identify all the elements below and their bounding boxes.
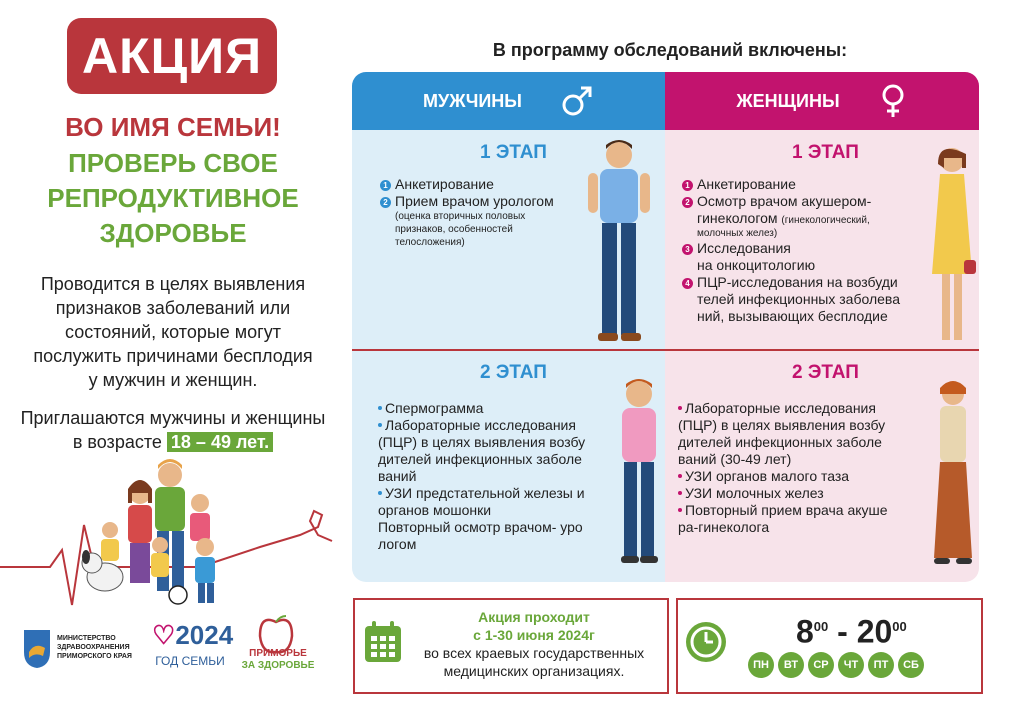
intro-line-5: у мужчин и женщин.: [88, 370, 258, 390]
intro-line-2: признаков заболеваний или: [55, 298, 291, 318]
list-note: телосложения): [395, 237, 465, 248]
invite-prefix: в возрасте: [72, 432, 162, 452]
subtitle-green-line-1: ПРОВЕРЬ СВОЕ: [68, 148, 278, 178]
list-item-cont: (ПЦР) в целях выявления возбу: [678, 417, 886, 433]
list-item: УЗИ предстательной железы и: [378, 485, 618, 502]
promo-badge: АКЦИЯ: [67, 18, 277, 94]
list-item: Спермограмма: [378, 400, 618, 417]
women-header-label: ЖЕНЩИНЫ: [736, 90, 840, 111]
list-item-cont: на онкоцитологию: [697, 257, 816, 273]
women-stage-1-list: [682, 176, 927, 325]
promo-line-2: с 1-30 июня 2024г: [473, 627, 595, 643]
promo-box: [353, 598, 669, 694]
list-item-cont: логом: [378, 536, 417, 552]
year-logo-text: ♡2024: [152, 620, 234, 650]
promo-line-4: медицинских организациях.: [443, 663, 625, 679]
woman-illustration: [924, 142, 979, 352]
women-header: [665, 72, 979, 130]
ministry-name: МИНИСТЕРСТВО ЗДРАВООХРАНЕНИЯ ПРИМОРСКОГО КРАЯ: [57, 635, 132, 660]
day-badge: ПТ: [868, 652, 894, 678]
list-item: Повторный прием врача акуше: [678, 502, 923, 519]
coat-of-arms-icon: [22, 628, 52, 670]
list-item-cont: (ПЦР) в целях выявления возбу: [378, 434, 586, 450]
invite-line-2: [20, 430, 326, 454]
list-note: признаков, особенностей: [395, 224, 513, 235]
man-illustration: [580, 137, 658, 349]
list-item: 3 Исследования: [682, 240, 927, 257]
subtitle-red: ВО ИМЯ СЕМЬИ!: [65, 112, 281, 142]
list-item-cont: ний, вызывающих бесплодие: [697, 308, 888, 324]
men-header: [352, 72, 665, 130]
ministry-logo: [22, 626, 142, 678]
intro-text: [20, 272, 326, 392]
list-item: УЗИ органов малого таза: [678, 468, 923, 485]
list-item-cont: дителей инфекционных заболе: [678, 434, 882, 450]
list-note: молочных желез): [697, 228, 778, 239]
year-logo-caption: ГОД СЕМЬИ: [155, 654, 225, 668]
women-stage-2-list: [678, 400, 923, 536]
promo-line-3: во всех краевых государственных: [423, 645, 645, 661]
male-symbol-icon: [560, 84, 594, 118]
intro-line-1: Проводится в целях выявления: [40, 274, 306, 294]
family-illustration: [0, 455, 352, 620]
promo-text: [403, 608, 665, 680]
day-badge: ЧТ: [838, 652, 864, 678]
list-item: Повторный осмотр врачом- уро: [378, 519, 583, 535]
primorye-logo: [238, 614, 318, 680]
list-item: 1 Анкетирование: [682, 176, 927, 193]
day-badge: ПН: [748, 652, 774, 678]
list-item-cont: телей инфекционных заболева: [697, 291, 900, 307]
working-hours: $8^{00} - 20^{00}$: [796, 613, 907, 650]
intro-line-4: послужить причинами бесплодия: [33, 346, 313, 366]
invite-line-1: Приглашаются мужчины и женщины: [20, 408, 326, 428]
invite-text: [20, 406, 326, 454]
subtitle-green-line-2: РЕПРОДУКТИВНОЕ: [47, 183, 299, 213]
men-header-label: МУЖЧИНЫ: [423, 90, 522, 111]
family-year-logo: [148, 620, 232, 680]
list-item-cont: органов мошонки: [378, 502, 492, 518]
list-item: 2 Осмотр врачом акушером-: [682, 193, 927, 210]
program-title: В программу обследований включены:: [492, 40, 848, 60]
list-item: 4 ПЦР-исследования на возбуди: [682, 274, 927, 291]
list-item-cont: ра-гинеколога: [678, 519, 770, 535]
men-stage-2-list: [378, 400, 618, 553]
primorye-logo-text: ПРИМОРЬЕ ЗА ЗДОРОВЬЕ: [241, 648, 315, 671]
program-card: [352, 72, 979, 582]
list-item: УЗИ молочных желез: [678, 485, 923, 502]
list-item: 1 Анкетирование: [380, 176, 605, 193]
list-item-cont: ваний (30-49 лет): [678, 451, 792, 467]
calendar-icon: [363, 620, 403, 664]
list-item: 2 Прием врачом урологом: [380, 193, 605, 210]
subtitle-green: [20, 146, 326, 251]
subtitle-green-line-3: ЗДОРОВЬЕ: [99, 218, 247, 248]
promo-line-1: Акция проходит: [478, 609, 590, 625]
list-item-cont: гинекологом (гинекологический,: [697, 210, 870, 226]
list-item-cont: дителей инфекционных заболе: [378, 451, 582, 467]
weekdays: [748, 652, 928, 678]
men-stage-2-title: 2 ЭТАП: [480, 362, 547, 383]
list-item-cont: ваний: [378, 468, 417, 484]
women-stage-1-title: 1 ЭТАП: [792, 142, 859, 163]
age-range: 18 – 49 лет.: [167, 432, 273, 452]
list-item: Лабораторные исследования: [678, 400, 923, 417]
men-stage-1-list: [380, 176, 605, 249]
man-illustration-2: [610, 376, 668, 571]
day-badge: СБ: [898, 652, 924, 678]
women-stage-2-title: 2 ЭТАП: [792, 362, 859, 383]
men-stage-1-title: 1 ЭТАП: [480, 142, 547, 163]
woman-illustration-2: [928, 378, 978, 574]
list-note: (оценка вторичных половых: [395, 211, 526, 222]
day-badge: СР: [808, 652, 834, 678]
stage-divider: [352, 349, 979, 351]
day-badge: ВТ: [778, 652, 804, 678]
clock-icon: [684, 620, 728, 664]
hours-box: [676, 598, 983, 694]
list-item: Лабораторные исследования: [378, 417, 618, 434]
intro-line-3: состояний, которые могут: [65, 322, 281, 342]
female-symbol-icon: [878, 83, 908, 119]
